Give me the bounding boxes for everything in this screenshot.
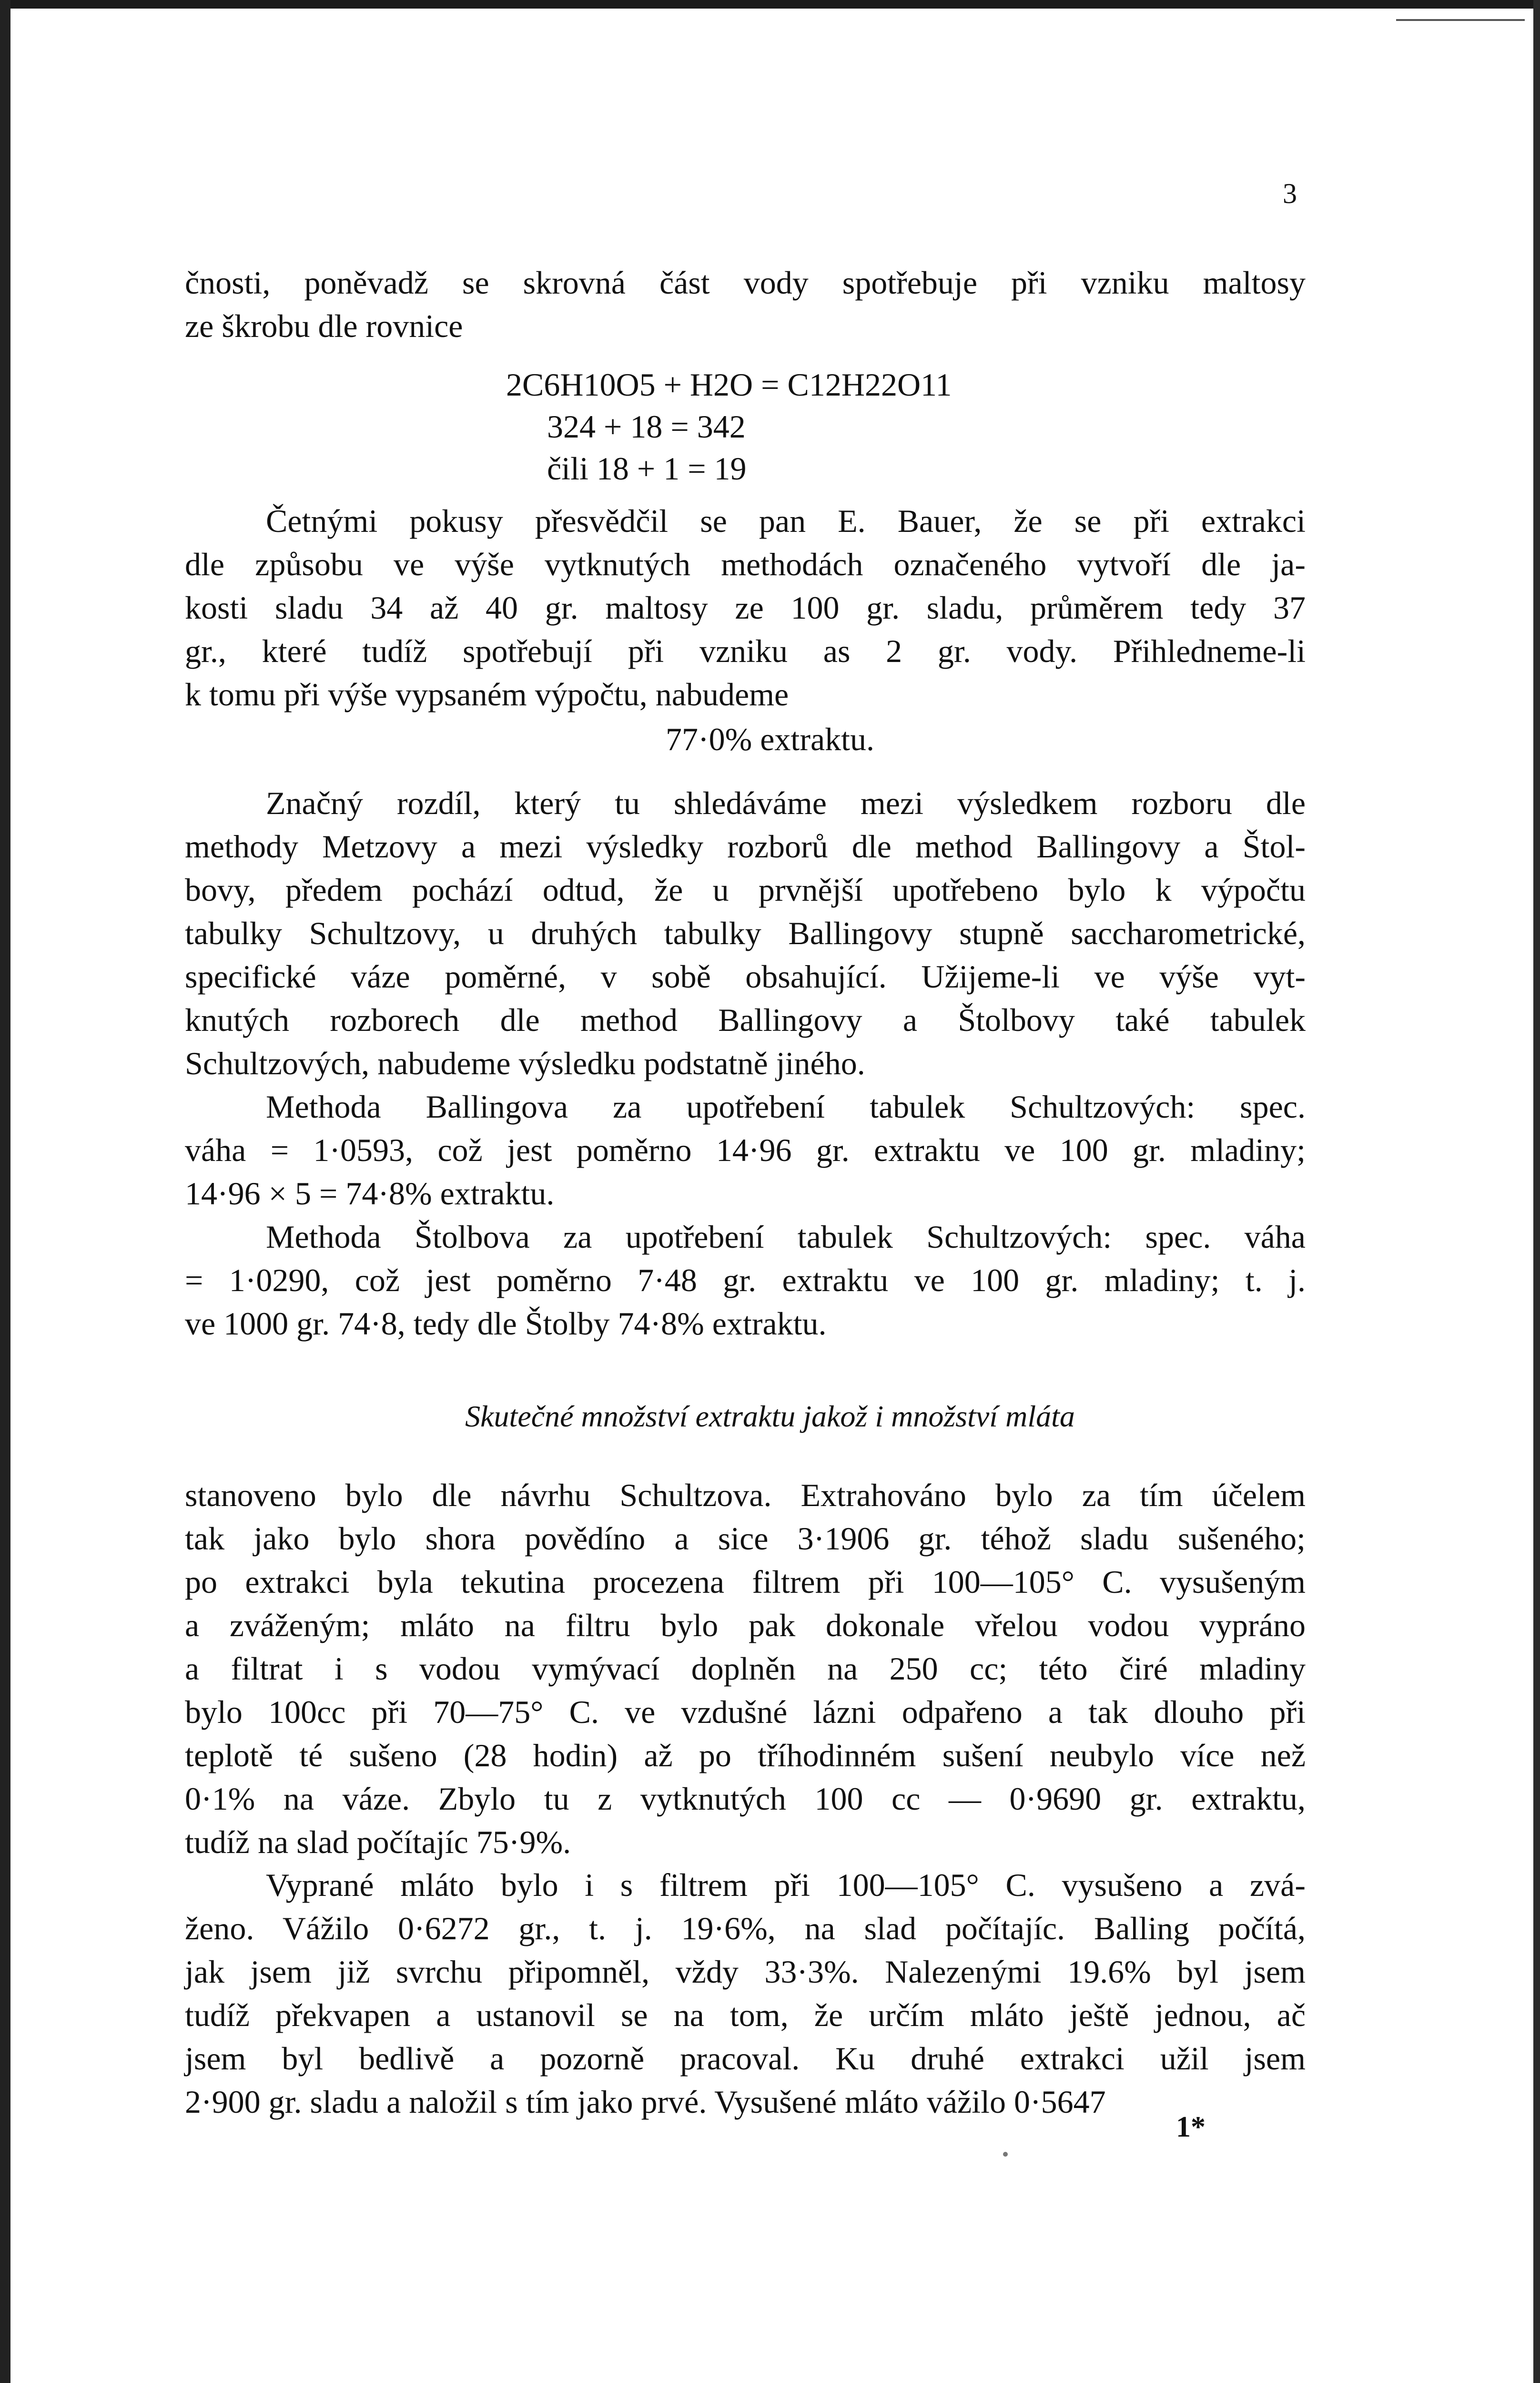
result-line: 77·0% extraktu. [665,721,875,757]
text-line: knutých rozborech dle method Ballingovy a Štolbovy také tabulek [185,1002,1306,1038]
scan-edge-top [0,0,1540,9]
scan-edge-right [1533,0,1540,2383]
text-line: 2·900 gr. sladu a naložil s tím jako prvé. Vysušené mláto vážilo 0·5647 [185,2084,1106,2120]
paragraph-intro [185,261,1306,348]
text-line: 14·96 × 5 = 74·8% extraktu. [185,1175,555,1212]
text-line: tak jako bylo shora povědíno a sice 3·1906 gr. téhož sladu sušeného; [185,1520,1306,1557]
scan-speck [1003,2152,1008,2157]
text-line: po extrakci byla tekutina procezena filtrem při 100—105° C. vysušeným [185,1564,1306,1600]
text-line: gr., které tudíž spotřebují při vzniku as 2 gr. vody. Přihledneme-li [185,633,1306,669]
paragraph-balling-method [185,1085,1306,1215]
text-line: ve 1000 gr. 74·8, tedy dle Štolby 74·8% extraktu. [185,1305,827,1342]
text-line: methody Metzovy a mezi výsledky rozborů dle method Ballingovy a Štol- [185,828,1306,865]
text-line: Značný rozdíl, který tu shledáváme mezi výsledkem rozboru dle [266,785,1306,821]
text-line: a zváženým; mláto na filtru bylo pak dokonale vřelou vodou vypráno [185,1607,1306,1643]
text-line: specifické váze poměrné, v sobě obsahující. Užijeme-li ve výše vyt- [185,958,1306,995]
scan-edge-left [0,0,10,2383]
paragraph-difference [185,782,1306,1085]
equation-line: 324 + 18 = 342 [547,408,746,445]
page-number: 3 [1283,178,1297,209]
text-line: ženo. Vážilo 0·6272 gr., t. j. 19·6%, na slad počítajíc. Balling počítá, [185,1910,1306,1946]
text-line: teplotě té sušeno (28 hodin) až po tříhodinném sušení neubylo více než [185,1737,1306,1773]
text-line: bylo 100cc při 70—75° C. ve vzdušné lázni odpařeno a tak dlouho při [185,1694,1306,1730]
section-heading: Skutečné množství extraktu jakož i množství mláta [465,1399,1075,1433]
text-line: Schultzových, nabudeme výsledku podstatně jiného. [185,1045,865,1081]
paragraph-stolba-method [185,1215,1306,1345]
text-line: Vyprané mláto bylo i s filtrem při 100—105° C. vysušeno a zvá- [266,1867,1306,1903]
text-line: 0·1% na váze. Zbylo tu z vytknutých 100 cc — 0·9690 gr. extraktu, [185,1781,1306,1817]
equation-line: čili 18 + 1 = 19 [547,450,747,487]
text-line: čnosti, poněvadž se skrovná část vody spotřebuje při vzniku maltosy [185,265,1306,301]
text-line: tudíž překvapen a ustanovil se na tom, že určím mláto ještě jednou, ač [185,1997,1306,2033]
text-line: Methoda Štolbova za upotřebení tabulek Schultzových: spec. váha [266,1219,1306,1255]
text-line: bovy, předem pochází odtud, že u prvnější upotřebeno bylo k výpočtu [185,872,1306,908]
text-line: tudíž na slad počítajíc 75·9%. [185,1824,571,1860]
text-line: tabulky Schultzovy, u druhých tabulky Ballingovy stupně saccharometrické, [185,915,1306,951]
text-line: Methoda Ballingova za upotřebení tabulek Schultzových: spec. [266,1089,1306,1125]
text-line: stanoveno bylo dle návrhu Schultzova. Extrahováno bylo za tím účelem [185,1477,1306,1513]
signature-mark: 1* [1176,2111,1206,2143]
text-line: a filtrat i s vodou vymývací doplněn na 250 cc; této čiré mladiny [185,1650,1306,1687]
paragraph-extraction [185,1474,1306,1864]
text-line: k tomu při výše vypsaném výpočtu, nabudeme [185,676,789,713]
paragraph-bauer [185,499,1306,716]
text-line: dle způsobu ve výše vytknutých methodách označeného vytvoří dle ja- [185,546,1306,582]
text-line: ze škrobu dle rovnice [185,308,463,344]
text-line: = 1·0290, což jest poměrno 7·48 gr. extraktu ve 100 gr. mladiny; t. j. [185,1262,1306,1298]
equation-line: 2C6H10O5 + H2O = C12H22O11 [506,367,952,403]
text-line: váha = 1·0593, což jest poměrno 14·96 gr. extraktu ve 100 gr. mladiny; [185,1132,1306,1168]
paragraph-spent-grain [185,1864,1306,2124]
text-line: jak jsem již svrchu připomněl, vždy 33·3%. Nalezenými 19.6% byl jsem [185,1954,1306,1990]
scan-corner-mark [1396,19,1525,50]
text-line: jsem byl bedlivě a pozorně pracoval. Ku druhé extrakci užil jsem [185,2040,1306,2077]
text-line: kosti sladu 34 až 40 gr. maltosy ze 100 gr. sladu, průměrem tedy 37 [185,590,1306,626]
text-line: Četnými pokusy přesvědčil se pan E. Bauer, že se při extrakci [266,503,1306,539]
